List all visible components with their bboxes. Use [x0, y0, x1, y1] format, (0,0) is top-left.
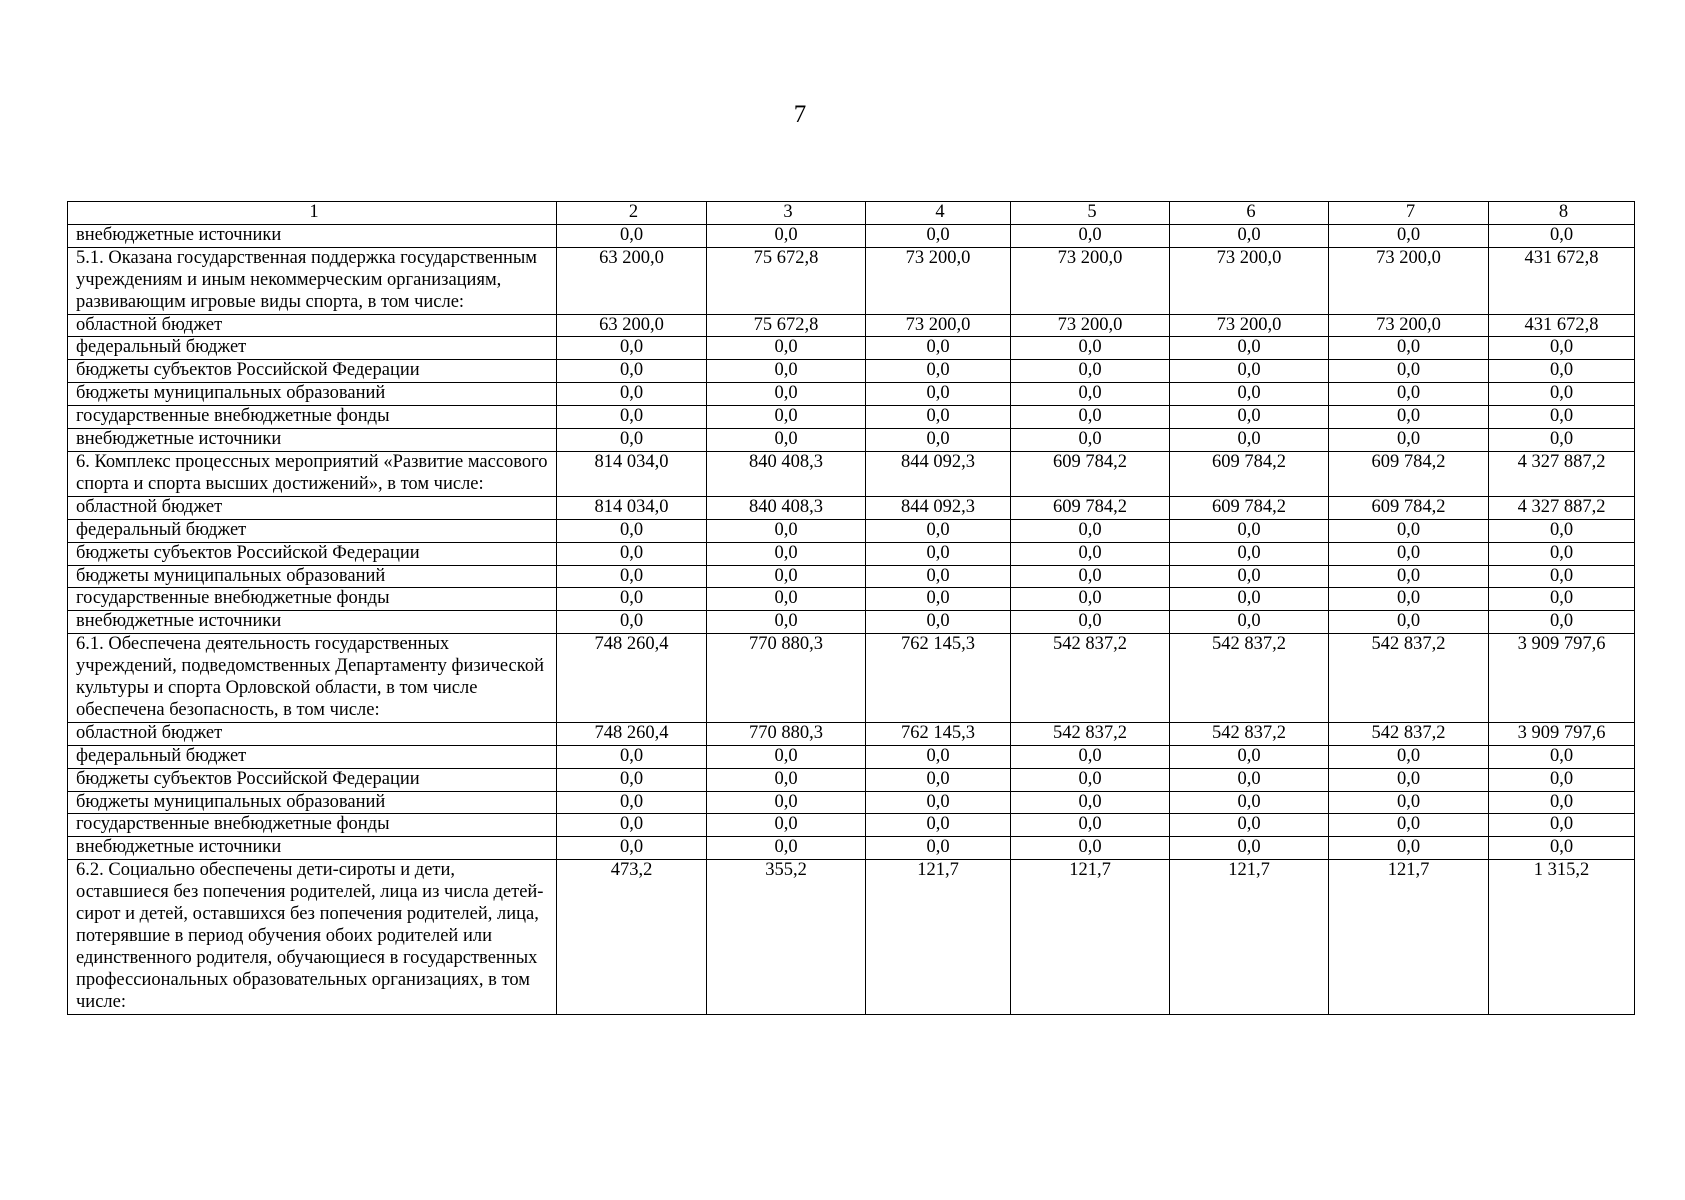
value-cell: 0,0	[557, 542, 707, 565]
row-label: государственные внебюджетные фонды	[68, 814, 557, 837]
value-cell: 0,0	[866, 519, 1011, 542]
value-cell: 0,0	[866, 768, 1011, 791]
value-cell: 73 200,0	[1011, 247, 1170, 314]
row-label: федеральный бюджет	[68, 745, 557, 768]
value-cell: 0,0	[866, 588, 1011, 611]
value-cell: 73 200,0	[1329, 314, 1489, 337]
value-cell: 0,0	[866, 406, 1011, 429]
value-cell: 0,0	[1329, 791, 1489, 814]
value-cell: 0,0	[866, 814, 1011, 837]
value-cell: 121,7	[866, 860, 1011, 1014]
value-cell: 0,0	[1329, 429, 1489, 452]
value-cell: 609 784,2	[1011, 451, 1170, 496]
value-cell: 0,0	[866, 224, 1011, 247]
row-label: федеральный бюджет	[68, 337, 557, 360]
value-cell: 0,0	[1489, 745, 1635, 768]
row-label: 5.1. Оказана государственная поддержка государственным учреждениям и иным некоммерческим организациям, развивающим игровые виды спорта, в том числе:	[68, 247, 557, 314]
value-cell: 3 909 797,6	[1489, 634, 1635, 723]
value-cell: 0,0	[1170, 837, 1329, 860]
value-cell: 840 408,3	[707, 496, 866, 519]
value-cell: 0,0	[707, 611, 866, 634]
value-cell: 0,0	[1011, 224, 1170, 247]
value-cell: 0,0	[707, 224, 866, 247]
value-cell: 0,0	[866, 837, 1011, 860]
value-cell: 814 034,0	[557, 451, 707, 496]
value-cell: 0,0	[1011, 429, 1170, 452]
table-row	[68, 542, 1635, 565]
value-cell: 0,0	[1011, 360, 1170, 383]
value-cell: 0,0	[557, 814, 707, 837]
table-row	[68, 837, 1635, 860]
table-row	[68, 791, 1635, 814]
value-cell: 0,0	[1329, 383, 1489, 406]
value-cell: 542 837,2	[1011, 722, 1170, 745]
value-cell: 0,0	[557, 611, 707, 634]
value-cell: 0,0	[1489, 337, 1635, 360]
value-cell: 0,0	[1329, 768, 1489, 791]
page-number: 7	[793, 101, 807, 128]
table-row	[68, 768, 1635, 791]
value-cell: 0,0	[866, 337, 1011, 360]
value-cell: 0,0	[1489, 406, 1635, 429]
row-label: 6.2. Социально обеспечены дети-сироты и дети, оставшиеся без попечения родителей, лица из числа детей-сирот и детей, оставшихся без попечения родителей, лица, потерявшие в период обучения обоих родителей или единственного родителя, обучающиеся в государственных профессиональных образовательных организациях, в том числе:	[68, 860, 557, 1014]
value-cell: 0,0	[707, 429, 866, 452]
value-cell: 609 784,2	[1170, 496, 1329, 519]
value-cell: 0,0	[707, 814, 866, 837]
value-cell: 762 145,3	[866, 634, 1011, 723]
value-cell: 0,0	[1170, 565, 1329, 588]
value-cell: 0,0	[1329, 406, 1489, 429]
table-row	[68, 406, 1635, 429]
column-number-header: 7	[1329, 202, 1489, 225]
value-cell: 0,0	[866, 360, 1011, 383]
value-cell: 0,0	[557, 360, 707, 383]
value-cell: 0,0	[707, 588, 866, 611]
row-label: областной бюджет	[68, 314, 557, 337]
value-cell: 0,0	[1489, 837, 1635, 860]
table-row	[68, 360, 1635, 383]
value-cell: 0,0	[707, 791, 866, 814]
value-cell: 121,7	[1011, 860, 1170, 1014]
column-number-header: 5	[1011, 202, 1170, 225]
value-cell: 0,0	[1170, 542, 1329, 565]
value-cell: 0,0	[707, 565, 866, 588]
table-row	[68, 247, 1635, 314]
row-label: внебюджетные источники	[68, 837, 557, 860]
value-cell: 73 200,0	[866, 247, 1011, 314]
value-cell: 0,0	[707, 383, 866, 406]
row-label: 6. Комплекс процессных мероприятий «Развитие массового спорта и спорта высших достижений», в том числе:	[68, 451, 557, 496]
value-cell: 748 260,4	[557, 634, 707, 723]
value-cell: 0,0	[866, 745, 1011, 768]
value-cell: 542 837,2	[1011, 634, 1170, 723]
value-cell: 0,0	[1011, 542, 1170, 565]
value-cell: 0,0	[1011, 565, 1170, 588]
value-cell: 0,0	[557, 337, 707, 360]
value-cell: 0,0	[1011, 383, 1170, 406]
value-cell: 431 672,8	[1489, 247, 1635, 314]
value-cell: 0,0	[1489, 791, 1635, 814]
row-label: бюджеты муниципальных образований	[68, 791, 557, 814]
value-cell: 0,0	[1170, 224, 1329, 247]
value-cell: 0,0	[1489, 360, 1635, 383]
value-cell: 0,0	[866, 791, 1011, 814]
value-cell: 0,0	[1329, 588, 1489, 611]
value-cell: 0,0	[1489, 383, 1635, 406]
value-cell: 0,0	[557, 406, 707, 429]
value-cell: 814 034,0	[557, 496, 707, 519]
value-cell: 0,0	[1011, 837, 1170, 860]
value-cell: 0,0	[1011, 611, 1170, 634]
value-cell: 0,0	[557, 791, 707, 814]
value-cell: 0,0	[1329, 224, 1489, 247]
value-cell: 355,2	[707, 860, 866, 1014]
table-row	[68, 722, 1635, 745]
value-cell: 0,0	[1011, 814, 1170, 837]
value-cell: 0,0	[1011, 791, 1170, 814]
value-cell: 75 672,8	[707, 247, 866, 314]
value-cell: 431 672,8	[1489, 314, 1635, 337]
value-cell: 473,2	[557, 860, 707, 1014]
value-cell: 0,0	[1170, 519, 1329, 542]
table-row	[68, 383, 1635, 406]
row-label: бюджеты субъектов Российской Федерации	[68, 768, 557, 791]
value-cell: 0,0	[557, 565, 707, 588]
row-label: внебюджетные источники	[68, 611, 557, 634]
value-cell: 609 784,2	[1329, 496, 1489, 519]
value-cell: 844 092,3	[866, 496, 1011, 519]
value-cell: 0,0	[1489, 429, 1635, 452]
value-cell: 542 837,2	[1329, 722, 1489, 745]
value-cell: 0,0	[1489, 768, 1635, 791]
value-cell: 0,0	[1011, 337, 1170, 360]
row-label: областной бюджет	[68, 722, 557, 745]
column-number-header: 2	[557, 202, 707, 225]
row-label: внебюджетные источники	[68, 224, 557, 247]
value-cell: 770 880,3	[707, 722, 866, 745]
value-cell: 4 327 887,2	[1489, 451, 1635, 496]
value-cell: 0,0	[1011, 745, 1170, 768]
value-cell: 0,0	[707, 406, 866, 429]
value-cell: 0,0	[557, 768, 707, 791]
table-row	[68, 565, 1635, 588]
value-cell: 63 200,0	[557, 314, 707, 337]
row-label: государственные внебюджетные фонды	[68, 588, 557, 611]
value-cell: 0,0	[1329, 542, 1489, 565]
value-cell: 0,0	[557, 224, 707, 247]
value-cell: 0,0	[1489, 519, 1635, 542]
value-cell: 0,0	[707, 360, 866, 383]
value-cell: 0,0	[557, 383, 707, 406]
value-cell: 0,0	[1329, 837, 1489, 860]
value-cell: 0,0	[1329, 337, 1489, 360]
value-cell: 73 200,0	[1329, 247, 1489, 314]
row-label: государственные внебюджетные фонды	[68, 406, 557, 429]
value-cell: 0,0	[1170, 791, 1329, 814]
value-cell: 542 837,2	[1329, 634, 1489, 723]
value-cell: 0,0	[1170, 745, 1329, 768]
value-cell: 73 200,0	[1011, 314, 1170, 337]
value-cell: 0,0	[1170, 611, 1329, 634]
value-cell: 0,0	[1489, 542, 1635, 565]
table-row	[68, 588, 1635, 611]
table-row	[68, 611, 1635, 634]
header-row	[68, 202, 1635, 225]
row-label: областной бюджет	[68, 496, 557, 519]
column-number-header: 8	[1489, 202, 1635, 225]
value-cell: 770 880,3	[707, 634, 866, 723]
value-cell: 63 200,0	[557, 247, 707, 314]
table-row	[68, 337, 1635, 360]
value-cell: 748 260,4	[557, 722, 707, 745]
row-label: бюджеты субъектов Российской Федерации	[68, 360, 557, 383]
value-cell: 0,0	[1489, 588, 1635, 611]
value-cell: 0,0	[1170, 406, 1329, 429]
value-cell: 0,0	[866, 611, 1011, 634]
value-cell: 609 784,2	[1011, 496, 1170, 519]
value-cell: 0,0	[866, 383, 1011, 406]
table-row	[68, 314, 1635, 337]
value-cell: 0,0	[1329, 745, 1489, 768]
value-cell: 609 784,2	[1170, 451, 1329, 496]
row-label: бюджеты муниципальных образований	[68, 565, 557, 588]
value-cell: 0,0	[557, 588, 707, 611]
value-cell: 0,0	[707, 337, 866, 360]
table-row	[68, 860, 1635, 1014]
table-row	[68, 429, 1635, 452]
value-cell: 0,0	[1329, 611, 1489, 634]
value-cell: 0,0	[1170, 429, 1329, 452]
value-cell: 0,0	[1011, 588, 1170, 611]
value-cell: 0,0	[707, 542, 866, 565]
table-row	[68, 451, 1635, 496]
value-cell: 0,0	[557, 519, 707, 542]
value-cell: 0,0	[1329, 565, 1489, 588]
column-number-header: 1	[68, 202, 557, 225]
value-cell: 840 408,3	[707, 451, 866, 496]
value-cell: 0,0	[866, 565, 1011, 588]
table-row	[68, 224, 1635, 247]
value-cell: 75 672,8	[707, 314, 866, 337]
value-cell: 0,0	[1489, 611, 1635, 634]
row-label: внебюджетные источники	[68, 429, 557, 452]
column-number-header: 4	[866, 202, 1011, 225]
value-cell: 0,0	[1329, 814, 1489, 837]
column-number-header: 3	[707, 202, 866, 225]
value-cell: 121,7	[1329, 860, 1489, 1014]
value-cell: 73 200,0	[1170, 247, 1329, 314]
value-cell: 0,0	[866, 542, 1011, 565]
value-cell: 0,0	[1170, 588, 1329, 611]
value-cell: 0,0	[1170, 814, 1329, 837]
value-cell: 0,0	[1489, 814, 1635, 837]
value-cell: 0,0	[707, 519, 866, 542]
value-cell: 844 092,3	[866, 451, 1011, 496]
value-cell: 3 909 797,6	[1489, 722, 1635, 745]
value-cell: 0,0	[866, 429, 1011, 452]
value-cell: 0,0	[1170, 383, 1329, 406]
value-cell: 121,7	[1170, 860, 1329, 1014]
value-cell: 0,0	[1170, 337, 1329, 360]
value-cell: 0,0	[1011, 519, 1170, 542]
value-cell: 1 315,2	[1489, 860, 1635, 1014]
value-cell: 542 837,2	[1170, 722, 1329, 745]
value-cell: 0,0	[707, 837, 866, 860]
value-cell: 0,0	[1329, 519, 1489, 542]
row-label: бюджеты субъектов Российской Федерации	[68, 542, 557, 565]
value-cell: 4 327 887,2	[1489, 496, 1635, 519]
value-cell: 0,0	[557, 837, 707, 860]
value-cell: 0,0	[557, 429, 707, 452]
budget-table	[67, 201, 1635, 1015]
value-cell: 0,0	[557, 745, 707, 768]
value-cell: 0,0	[1489, 224, 1635, 247]
value-cell: 0,0	[1170, 360, 1329, 383]
table-row	[68, 745, 1635, 768]
value-cell: 0,0	[707, 745, 866, 768]
row-label: федеральный бюджет	[68, 519, 557, 542]
row-label: 6.1. Обеспечена деятельность государственных учреждений, подведомственных Департаменту физической культуры и спорта Орловской области, в том числе обеспечена безопасность, в том числе:	[68, 634, 557, 723]
value-cell: 542 837,2	[1170, 634, 1329, 723]
value-cell: 0,0	[1170, 768, 1329, 791]
table-row	[68, 814, 1635, 837]
value-cell: 0,0	[1011, 768, 1170, 791]
value-cell: 0,0	[707, 768, 866, 791]
value-cell: 0,0	[1489, 565, 1635, 588]
row-label: бюджеты муниципальных образований	[68, 383, 557, 406]
value-cell: 0,0	[1011, 406, 1170, 429]
value-cell: 73 200,0	[1170, 314, 1329, 337]
table-row	[68, 519, 1635, 542]
value-cell: 609 784,2	[1329, 451, 1489, 496]
column-number-header: 6	[1170, 202, 1329, 225]
value-cell: 73 200,0	[866, 314, 1011, 337]
value-cell: 0,0	[1329, 360, 1489, 383]
value-cell: 762 145,3	[866, 722, 1011, 745]
table-row	[68, 634, 1635, 723]
table-row	[68, 496, 1635, 519]
